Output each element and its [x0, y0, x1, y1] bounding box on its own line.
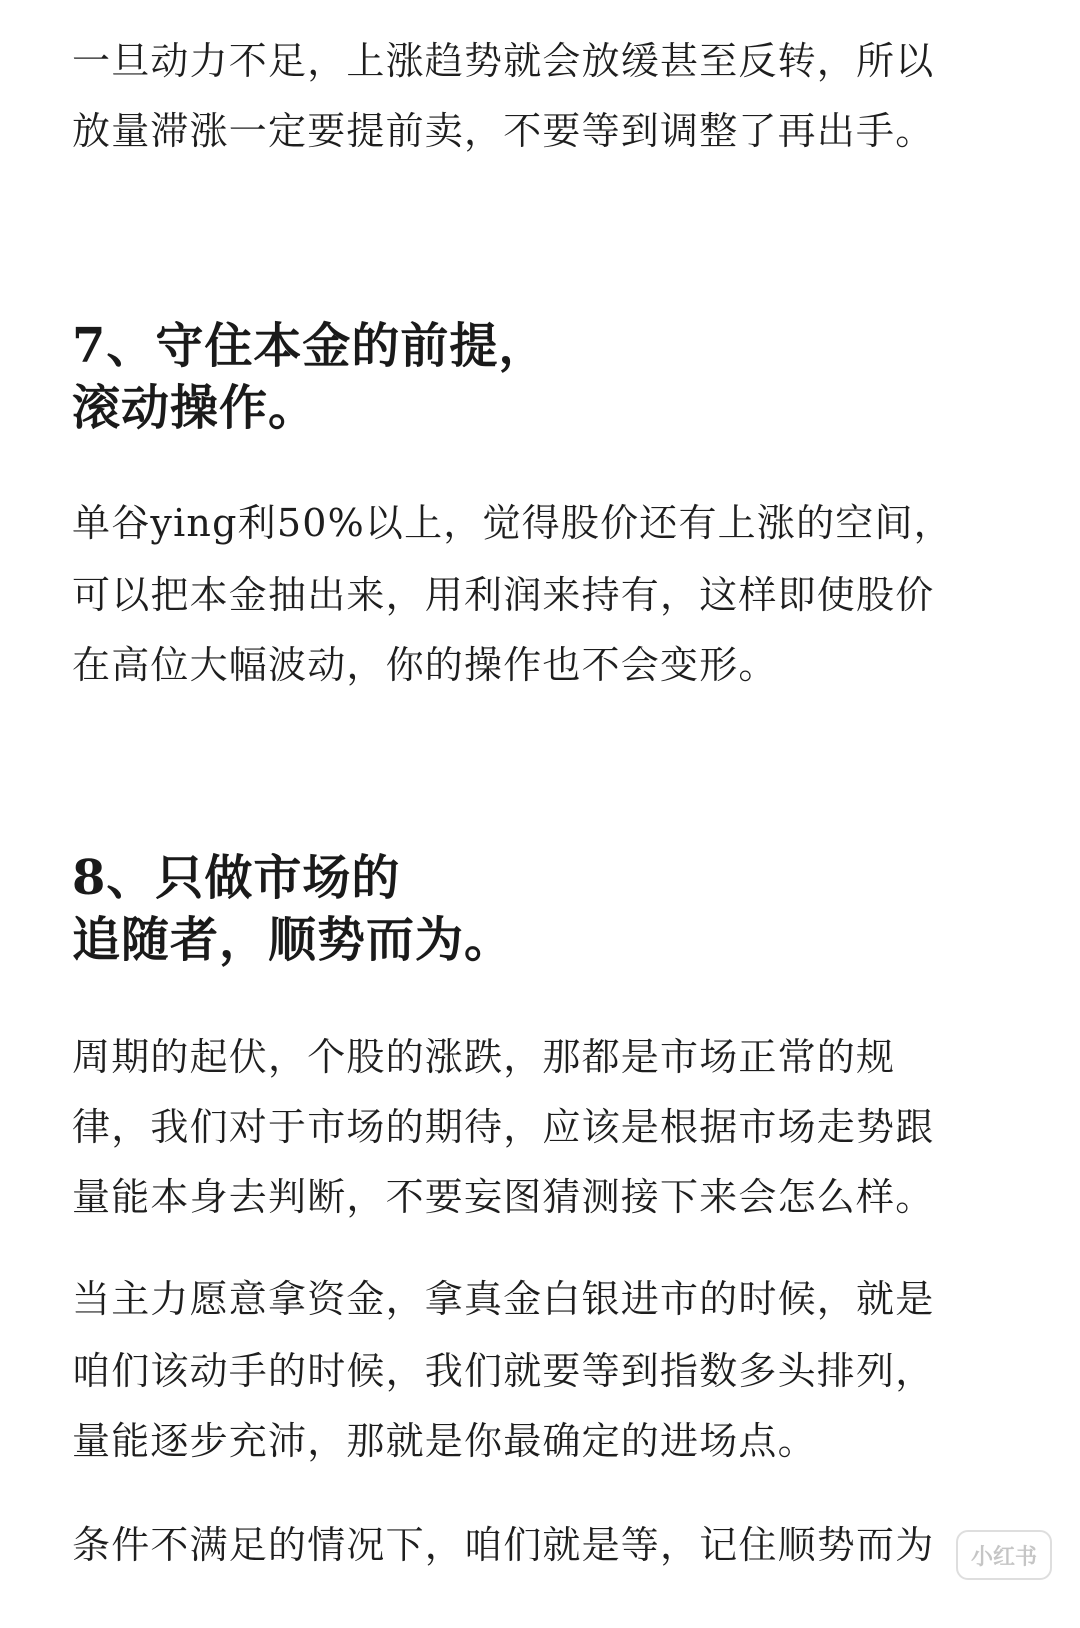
section-7-heading-line-1: 7、守住本金的前提， [72, 318, 548, 374]
section-8-heading-line-2: 追随者，顺势而为。 [72, 912, 514, 968]
watermark-brand: 小红书 [956, 1530, 1052, 1580]
section-8-paragraph-1-line-3: 量能本身去判断，不要妄图猜测接下来会怎么样。 [72, 1175, 935, 1219]
intro-line-2: 放量滞涨一定要提前卖，不要等到调整了再出手。 [72, 109, 935, 153]
section-7-paragraph-line-3: 在高位大幅波动，你的操作也不会变形。 [72, 643, 778, 687]
section-8-paragraph-2-line-2: 咱们该动手的时候，我们就要等到指数多头排列， [72, 1349, 935, 1393]
section-8-paragraph-2-line-1: 当主力愿意拿资金，拿真金白银进市的时候，就是 [72, 1277, 935, 1321]
section-8-paragraph-1-line-2: 律，我们对于市场的期待，应该是根据市场走势跟 [72, 1105, 935, 1149]
section-8-paragraph-3-line-1: 条件不满足的情况下，咱们就是等，记住顺势而为 [72, 1523, 935, 1567]
section-7-paragraph-line-1: 单谷ying利50%以上，觉得股价还有上涨的空间， [72, 501, 953, 545]
intro-line-1: 一旦动力不足，上涨趋势就会放缓甚至反转，所以 [72, 39, 935, 83]
section-8-paragraph-1-line-1: 周期的起伏，个股的涨跌，那都是市场正常的规 [72, 1035, 896, 1079]
section-7-paragraph-line-2: 可以把本金抽出来，用利润来持有，这样即使股价 [72, 573, 935, 617]
section-8-heading-line-1: 8、只做市场的 [72, 850, 401, 906]
section-8-paragraph-2-line-3: 量能逐步充沛，那就是你最确定的进场点。 [72, 1419, 817, 1463]
section-7-heading-line-2: 滚动操作。 [72, 380, 318, 436]
